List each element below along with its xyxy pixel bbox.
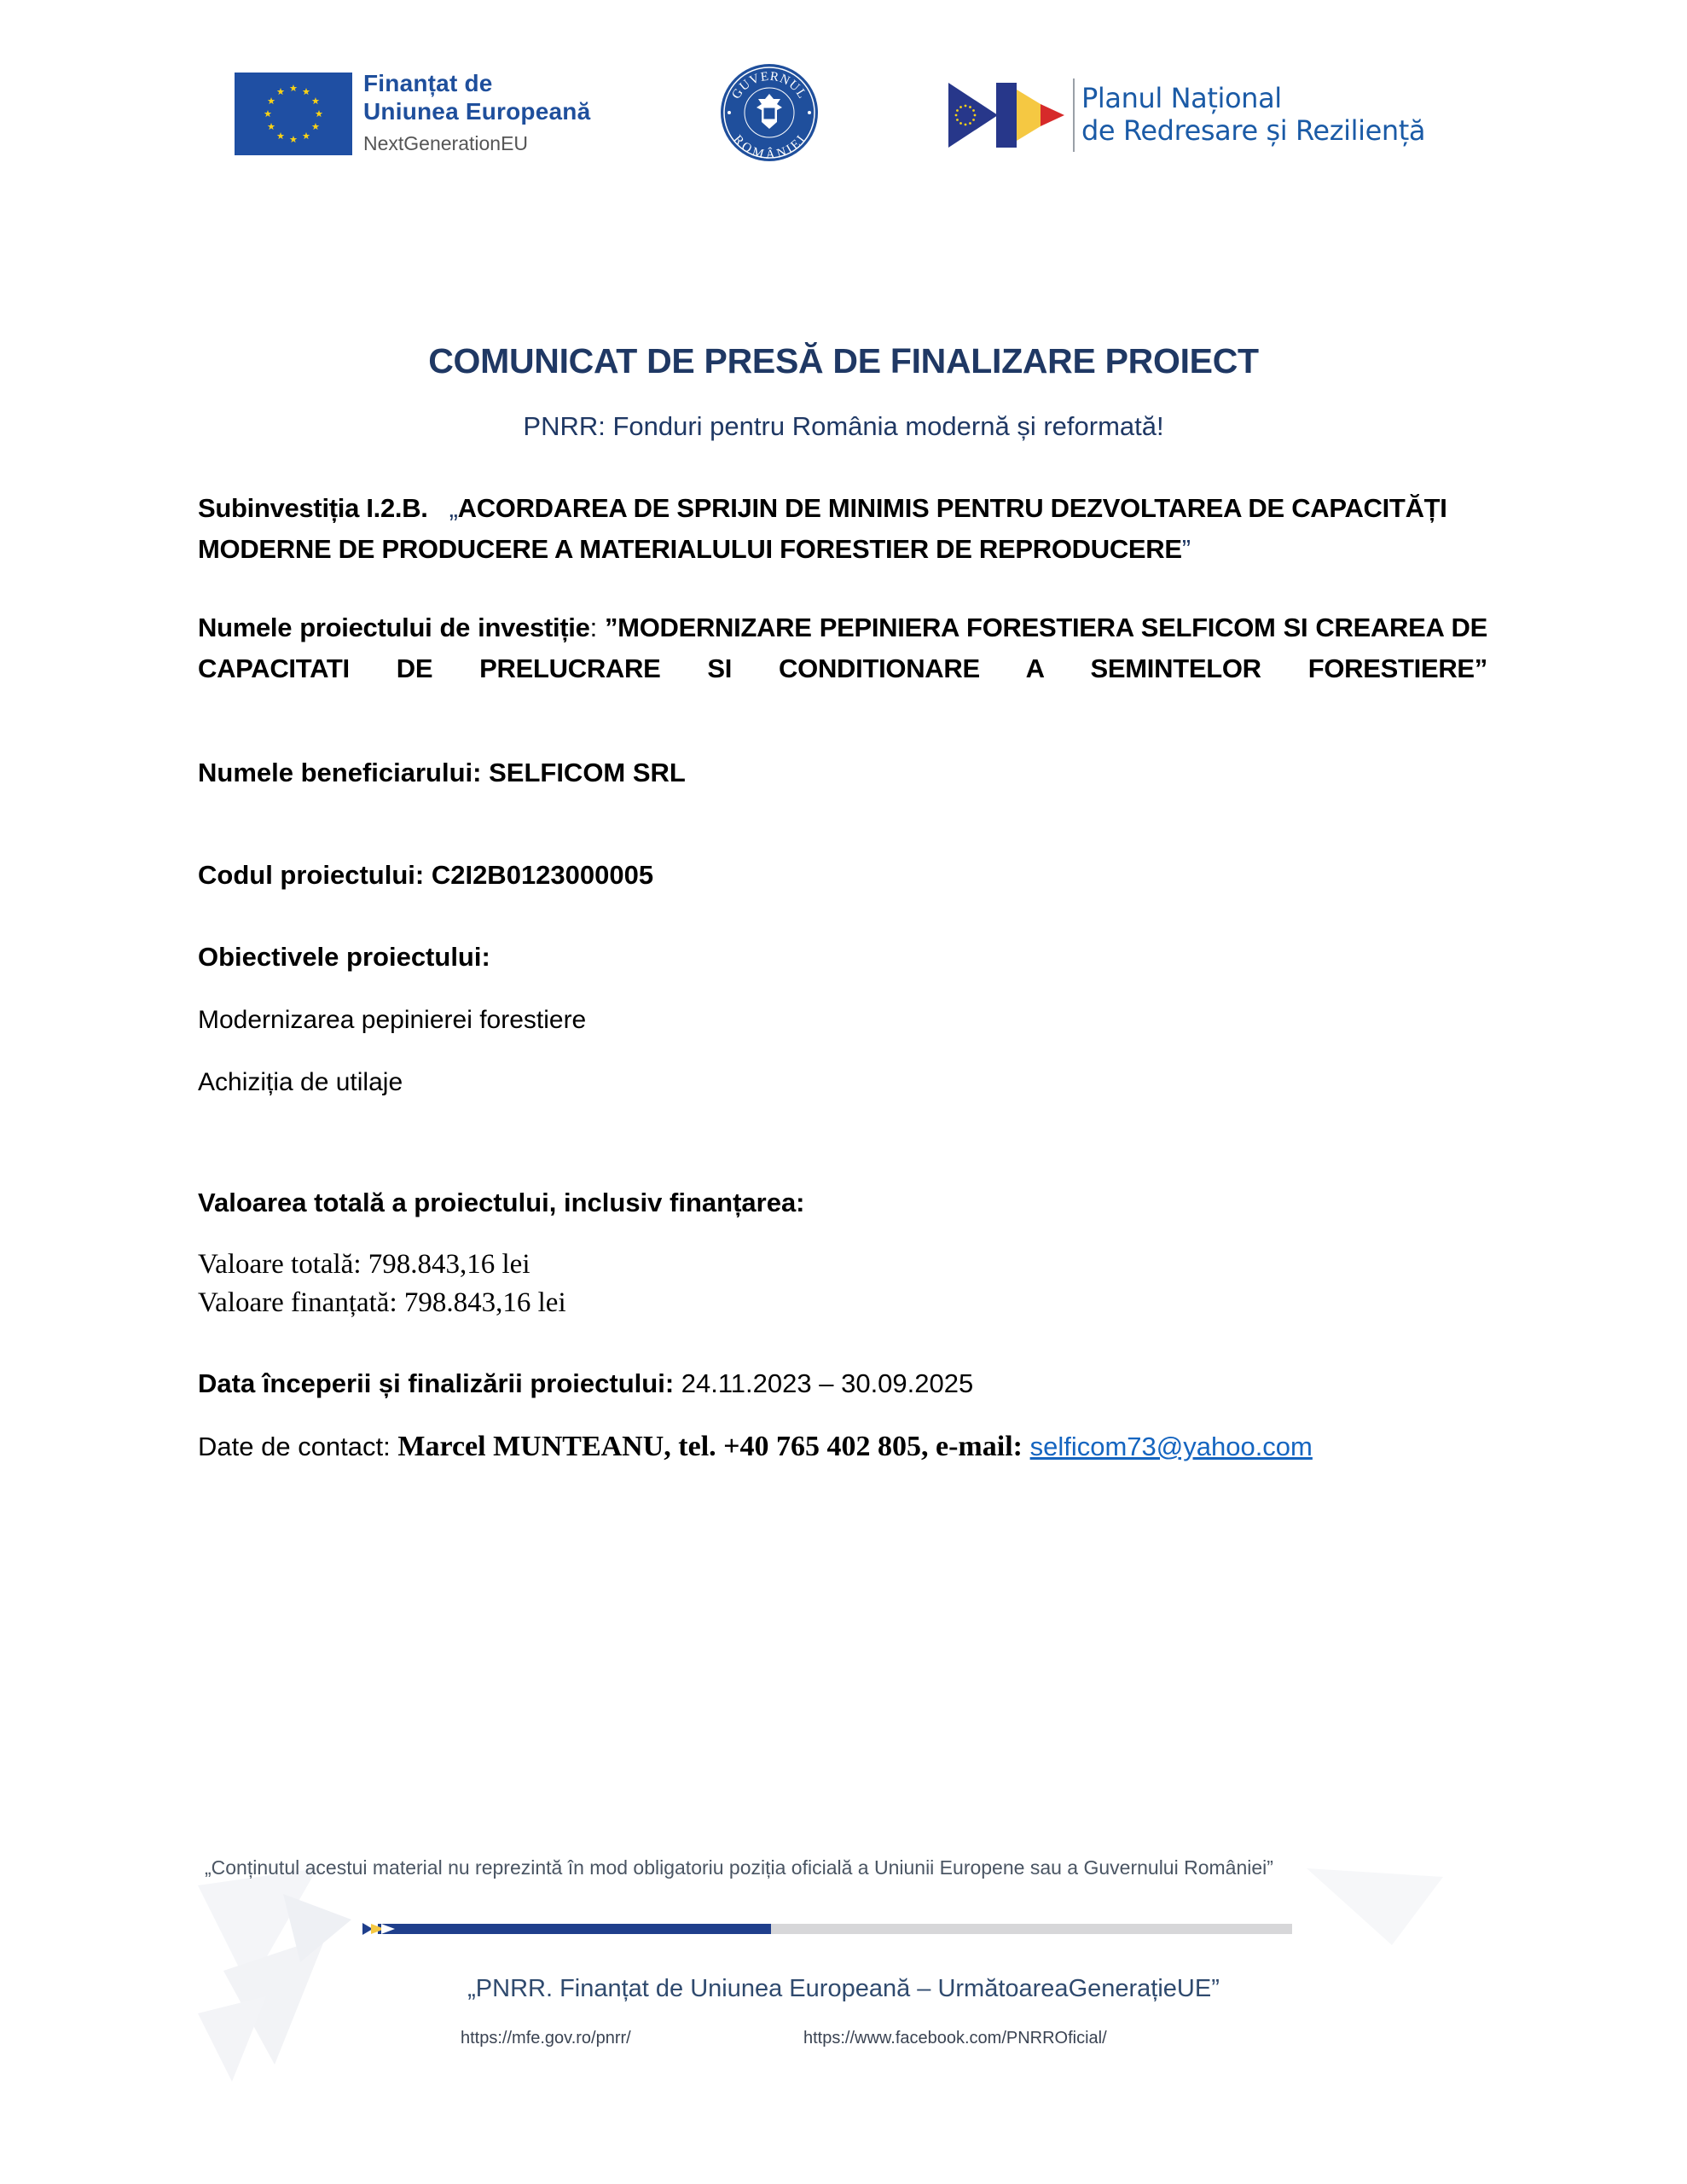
eu-stars-icon: [235, 73, 352, 155]
project-value-heading: Valoarea totală a proiectului, inclusiv finanțarea:: [198, 1188, 805, 1217]
footer-disclaimer: „Conținutul acestui material nu reprezintă în mod obligatoriu poziția oficială a Uniunii Europene sau a Guvernului României”: [205, 1856, 1273, 1879]
pnrr-star-icon: [965, 105, 967, 107]
beneficiary-section: [198, 752, 1487, 793]
progress-fill: [378, 1924, 771, 1934]
pnrr-star-icon: [959, 122, 962, 125]
subinvestitia-label: Subinvestiția I.2.B.: [198, 493, 428, 523]
pnrr-star-icon: [959, 106, 962, 108]
pnrr-logo-line1: Planul Național: [1081, 82, 1282, 114]
arrow-icon: [362, 1922, 397, 1936]
facebook-link[interactable]: https://www.facebook.com/PNRROficial/: [803, 2029, 1107, 2048]
project-code-value: C2I2B0123000005: [431, 860, 654, 890]
total-value-label: Valoare totală:: [198, 1249, 362, 1280]
financed-value-label: Valoare finanțată:: [198, 1287, 397, 1318]
subinvestitia-text: ACORDAREA DE SPRIJIN DE MINIMIS PENTRU DEZVOLTAREA DE CAPACITĂȚI MODERNE DE PRODUCERE A MATERIALULUI FORESTIER DE REPRODUCERE: [198, 493, 1447, 564]
project-dates-section: [198, 1363, 1487, 1404]
project-name-label: Numele proiectului de investiție: [198, 613, 590, 642]
beneficiary-label: Numele beneficiarului:: [198, 758, 482, 787]
eu-logo-line1: Finanțat de: [363, 70, 493, 96]
page-title: COMUNICAT DE PRESĂ DE FINALIZARE PROIECT: [428, 341, 1259, 380]
project-name-value: ”MODERNIZARE PEPINIERA FORESTIERA SELFICOM SI CREAREA DE CAPACITATI DE PRELUCRARE SI CONDITIONARE A SEMINTELOR FORESTIERE”: [198, 613, 1487, 683]
close-quote: ”: [1181, 534, 1191, 564]
footer-progress-bar: [362, 1924, 1292, 1934]
project-dates-value: 24.11.2023 – 30.09.2025: [681, 1368, 974, 1398]
pnrr-star-icon: [974, 114, 977, 117]
pnrr-star-icon: [969, 106, 971, 108]
pnrr-star-icon: [969, 122, 971, 125]
pnrr-logo-line2: de Redresare și Reziliență: [1081, 114, 1426, 147]
objectives-heading: Obiectivele proiectului:: [198, 942, 490, 972]
seal-top-text: GUVERNUL: [729, 69, 809, 102]
pnrr-star-icon: [955, 114, 958, 117]
open-quote: „: [449, 493, 458, 523]
subinvestitia-section: [198, 488, 1487, 570]
beneficiary-value: SELFICOM SRL: [489, 758, 686, 787]
pnrr-star-icon: [965, 124, 967, 126]
pnrr-star-icon: [972, 119, 975, 121]
project-code-label: Codul proiectului:: [198, 860, 425, 890]
contact-details: Marcel MUNTEANU, tel. +40 765 402 805, e-mail:: [397, 1431, 1023, 1462]
pnrr-star-icon: [956, 109, 959, 112]
project-code-section: [198, 855, 1487, 896]
financed-value-line: [198, 1284, 1487, 1322]
government-seal-logo: [718, 61, 820, 164]
objective-item: Modernizarea pepinierei forestiere: [198, 1006, 587, 1034]
email-link[interactable]: selficom73@yahoo.com: [1029, 1432, 1313, 1461]
eu-flag-logo: [235, 73, 352, 155]
footer-slogan: „PNRR. Finanțat de Uniunea Europeană – UrmătoareaGenerațieUE”: [467, 1975, 1220, 2002]
total-value-line: [198, 1246, 1487, 1284]
project-dates-label: Data începerii și finalizării proiectului:: [198, 1368, 675, 1398]
total-value-amount: 798.843,16 lei: [368, 1249, 530, 1280]
eu-logo-line2: Uniunea Europeană: [363, 98, 591, 125]
objective-item: Achiziția de utilaje: [198, 1068, 403, 1096]
contact-label: Date de contact:: [198, 1432, 391, 1461]
financed-value-amount: 798.843,16 lei: [403, 1287, 566, 1318]
pnrr-arrows-logo: [948, 81, 1064, 149]
project-name-section: [198, 607, 1487, 689]
pnrr-logo-divider: [1073, 78, 1075, 152]
pnrr-star-icon: [956, 119, 959, 121]
project-name-separator: :: [589, 613, 605, 642]
pnrr-star-icon: [972, 109, 975, 112]
eu-logo-line3: NextGenerationEU: [363, 132, 529, 154]
mfe-link[interactable]: https://mfe.gov.ro/pnrr/: [461, 2029, 631, 2048]
seal-bottom-text: ROMÂNIEI: [730, 132, 809, 162]
contact-section: [198, 1426, 1487, 1467]
page-subtitle: PNRR: Fonduri pentru România modernă și reformată!: [523, 411, 1164, 441]
